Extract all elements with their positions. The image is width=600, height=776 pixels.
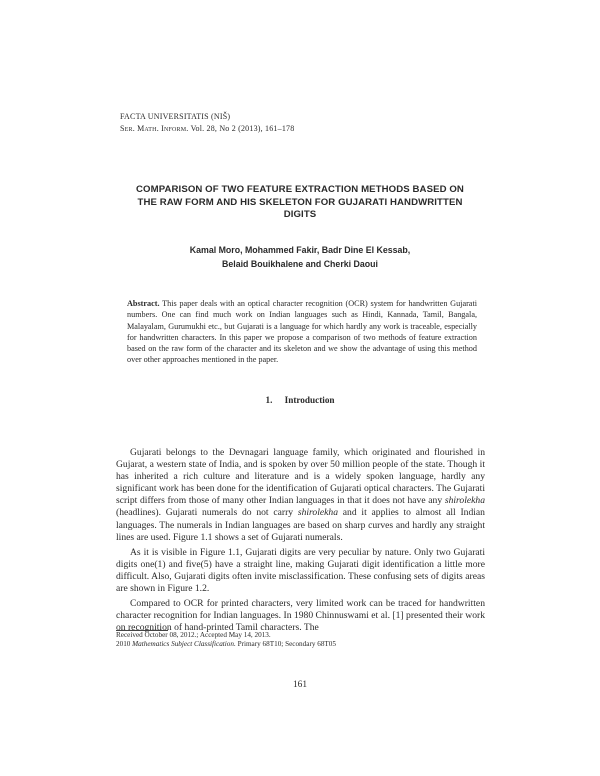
paragraph: As it is visible in Figure 1.1, Gujarati digits are very peculiar by nature. Only two Gujarati digits one(1) and five(5) have a straight line, making Gujarati digit identification a little more difficult. Also, Gujarati digits often invite misclassification. These confusing sets of digits areas are shown in Figure 1.2. — [116, 546, 485, 595]
italic-term: shirolekha — [444, 495, 485, 507]
abstract-label: Abstract. — [127, 299, 160, 308]
paragraph-text: (headlines). Gujarati numerals do not carry — [116, 507, 294, 519]
journal-name: FACTA UNIVERSITATIS (NIŠ) — [120, 112, 231, 121]
footnote — [116, 631, 336, 649]
title-line: COMPARISON OF TWO FEATURE EXTRACTION METHODS BASED ON — [136, 184, 464, 195]
footnote-msc — [116, 640, 336, 649]
section-number: 1. — [265, 395, 273, 405]
authors-line: Belaid Bouikhalene and Cherki Daoui — [222, 259, 378, 269]
journal-series-line — [120, 123, 294, 135]
journal-volume: Vol. 28, No 2 (2013), 161–178 — [190, 124, 295, 133]
paper-authors — [110, 243, 490, 271]
page-number: 161 — [292, 680, 308, 690]
journal-header — [120, 111, 294, 135]
authors-line: Kamal Moro, Mohammed Fakir, Badr Dine El Kessab, — [189, 245, 411, 255]
paragraph-text: and it applies to almost all Indian languages. The numerals in Indian languages are based on sharp curves and hardly any straight lines are used. Figure 1.1 shows a set of Gujarati numerals. — [116, 507, 485, 543]
title-line: THE RAW FORM AND HIS SKELETON FOR GUJARATI HANDWRITTEN — [137, 196, 463, 208]
title-line: DIGITS — [283, 209, 317, 220]
footnote-received: Received October 08, 2012.; Accepted May 14, 2013. — [116, 631, 271, 639]
paragraph — [116, 447, 485, 544]
paper-title — [110, 184, 490, 222]
abstract — [127, 298, 477, 366]
msc-label: Mathematics Subject Classification. — [132, 640, 236, 649]
paragraph: Compared to OCR for printed characters, very limited work can be traced for handwritten character recognition for Indian languages. In 1980 Chinnuswami et al. [1] presented their work on recognition of hand-printed Tamil characters. The — [116, 598, 485, 634]
msc-year: 2010 — [116, 640, 131, 649]
body-text — [116, 447, 485, 637]
italic-term: shirolekha — [297, 507, 339, 519]
journal-series: Ser. Math. Inform. — [120, 124, 189, 133]
paragraph-text: Gujarati belongs to the Devnagari language family, which originated and flourished in Gujarat, a western state of India, and is spoken by over 50 million people of the state. Though it has inherited a rich culture and literature and is a widely spoken language, hardly any significant work has been done for the identification of Gujarati optical characters. The Gujarati script differs from those of many other Indian languages in that it does not have any — [116, 447, 485, 507]
msc-codes: Primary 68T10; Secondary 68T05 — [237, 640, 336, 649]
abstract-text: This paper deals with an optical character recognition (OCR) system for handwritten Gujarati numbers. One can find much work on Indian languages such as Hindi, Kannada, Tamil, Bangala, Malayalam, Gurumukhi etc., but Gujarati is a language for which hardly any work is traceable, especially for handwritten characters. In this paper we propose a comparison of two methods of feature extraction based on the raw form of the character and its skeleton and we show the advantage of using this method over other approaches mentioned in the paper. — [127, 299, 477, 365]
section-title: Introduction — [284, 395, 335, 405]
section-heading — [110, 395, 490, 405]
